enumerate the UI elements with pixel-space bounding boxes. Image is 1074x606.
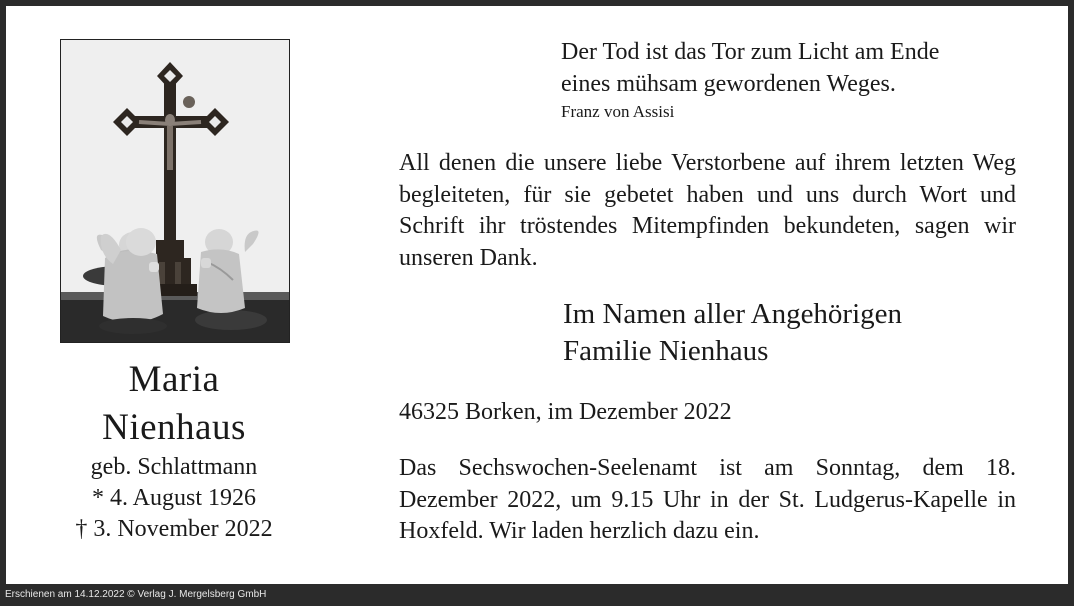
- quote-author: Franz von Assisi: [561, 102, 675, 121]
- quote-line-2: eines mühsam gewordenen Weges.: [561, 71, 896, 97]
- quote-line-1: Der Tod ist das Tor zum Licht am Ende: [561, 39, 940, 65]
- deceased-info: [46, 356, 302, 545]
- signoff-line-1: Im Namen aller Angehörigen: [563, 298, 903, 330]
- deceased-birth-date: * 4. August 1926: [91, 485, 256, 511]
- mass-announcement: Das Sechswochen-Seelenamt ist am Sonntag, dem 18. Dezember 2022, um 9.15 Uhr in der St. Ludgerus-Kapelle in Hoxfeld. Wir laden herzlich dazu ein.: [399, 455, 1016, 544]
- crucifix-image: [61, 40, 289, 342]
- deceased-maiden-name: geb. Schlattmann: [90, 454, 258, 480]
- crucifix-angels-photo: [60, 39, 290, 343]
- place-date: 46325 Borken, im Dezember 2022: [399, 399, 732, 425]
- signoff-line-2: Familie Nienhaus: [563, 335, 769, 367]
- obituary-card: [6, 6, 1068, 584]
- deceased-last-name: Nienhaus: [102, 407, 246, 448]
- footer-bar: [0, 584, 1074, 606]
- footer-publisher-text: Erschienen am 14.12.2022 © Verlag J. Mergelsberg GmbH: [5, 589, 267, 600]
- signoff-block: [563, 296, 1023, 370]
- thanks-paragraph: All denen die unsere liebe Verstorbene auf ihrem letzten Weg begleiteten, für sie gebetet haben und uns durch Wort und Schrift ihr tröstendes Mitempfinden bekundeten, sagen wir unseren Dank.: [399, 150, 1016, 271]
- quote-block: [561, 36, 1031, 123]
- deceased-first-name: Maria: [128, 359, 220, 400]
- deceased-death-date: † 3. November 2022: [75, 516, 273, 542]
